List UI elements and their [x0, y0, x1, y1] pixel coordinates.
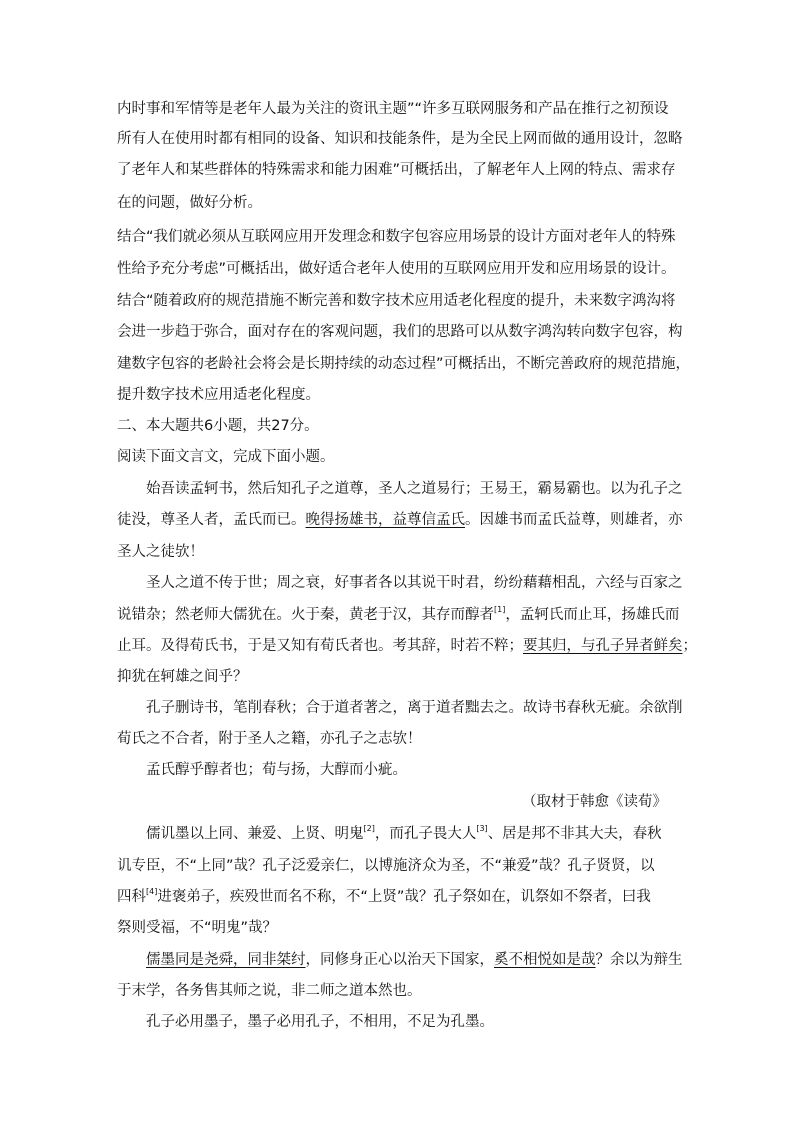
footnote-marker: [2]: [363, 824, 375, 833]
footnote-marker: [3]: [476, 824, 488, 833]
passage-line: 说错杂；然老师大儒犹在。火于秦，黄老于汉，其存而醇者[1]，孟轲氏而止耳，扬雄氏而: [117, 605, 680, 623]
footnote-marker: [4]: [146, 887, 158, 896]
underlined-sentence: 奚不相悦如是哉: [494, 952, 596, 968]
underlined-sentence: 儒墨同是尧舜，同非桀纣: [146, 952, 306, 968]
passage-line: 抑犹在轲雄之间乎？: [117, 669, 248, 685]
passage-line: 四科[4]进褒弟子，疾殁世而名不称，不“上贤”哉？孔子祭如在，讥祭如不祭者，曰我: [117, 887, 651, 905]
answer-line: 会进一步趋于弥合，面对存在的客观问题，我们的思路可以从数字鸿沟转向数字包容，构: [117, 324, 683, 340]
passage-line: 孔子删诗书，笔削春秋；合于道者著之，离于道者黜去之。故诗书春秋无疵。余欲削: [146, 700, 683, 716]
passage-line: 儒讥墨以上同、兼爱、上贤、明鬼[2]，而孔子畏大人[3]、居是邦不非其大夫，春秋: [146, 824, 662, 842]
passage-line: 讥专臣，不“上同”哉？孔子泛爱亲仁，以博施济众为圣，不“兼爱”哉？孔子贤贤，以: [117, 858, 655, 874]
answer-line: 结合“我们就必须从互联网应用开发理念和数字包容应用场景的设计方面对老年人的特殊: [117, 229, 676, 245]
instruction-line: 阅读下面文言文，完成下面小题。: [117, 449, 335, 465]
passage-line: 于末学，各务售其师之说，非二师之道本然也。: [117, 983, 422, 999]
answer-line: 所有人在使用时都有相同的设备、知识和技能条件，是为全民上网而做的通用设计，忽略: [117, 131, 683, 147]
passage-line: 徒没，尊圣人者，孟氏而已。晚得扬雄书，益尊信孟氏。因雄书而孟氏益尊，则雄者，亦: [117, 512, 683, 528]
passage-line: 荀氏之不合者，附于圣人之籍，亦孔子之志欤！: [117, 731, 422, 747]
answer-line: 在的问题，做好分析。: [117, 195, 262, 211]
passage-line: 孔子必用墨子，墨子必用孔子，不相用，不足为孔墨。: [146, 1014, 494, 1030]
answer-line: 结合“随着政府的规范措施不断完善和数字技术应用适老化程度的提升，未来数字鸿沟将: [117, 293, 676, 309]
answer-line: 性给予充分考虑”可概括出，做好适合老年人使用的互联网应用开发和应用场景的设计。: [117, 261, 676, 277]
source-citation: （取材于韩愈《读荀》: [522, 794, 667, 810]
answer-line: 建数字包容的老龄社会将会是长期持续的动态过程”可概括出，不断完善政府的规范措施，: [117, 356, 691, 372]
underlined-sentence: 要其归，与孔子异者鲜矣: [523, 638, 683, 654]
passage-line: 祭则受福，不“明鬼”哉？: [117, 920, 278, 936]
passage-line: 始吾读孟轲书，然后知孔子之道尊，圣人之道易行；王易王，霸易霸也。以为孔子之: [146, 481, 683, 497]
underlined-sentence: 晚得扬雄书，益尊信孟氏: [305, 512, 465, 528]
answer-line: 内时事和军情等是老年人最为关注的资讯主题”“许多互联网服务和产品在推行之初预设: [117, 101, 669, 117]
passage-line: 止耳。及得荀氏书，于是又知有荀氏者也。考其辞，时若不粹；要其归，与孔子异者鲜矣；: [117, 638, 697, 654]
passage-line: 孟氏醇乎醇者也；荀与扬，大醇而小疵。: [146, 762, 407, 778]
passage-line: 圣人之道不传于世；周之衰，好事者各以其说干时君，纷纷藉藉相乱，六经与百家之: [146, 575, 683, 591]
footnote-marker: [1]: [494, 605, 506, 614]
answer-line: 提升数字技术应用适老化程度。: [117, 387, 320, 403]
passage-line: 儒墨同是尧舜，同非桀纣，同修身正心以治天下国家，奚不相悦如是哉？余以为辩生: [146, 952, 683, 968]
section-heading: 二、本大题共6小题，共27分。: [117, 418, 319, 434]
passage-line: 圣人之徒欤！: [117, 544, 204, 560]
answer-line: 了老年人和某些群体的特殊需求和能力困难”可概括出，了解老年人上网的特点、需求存: [117, 162, 676, 178]
